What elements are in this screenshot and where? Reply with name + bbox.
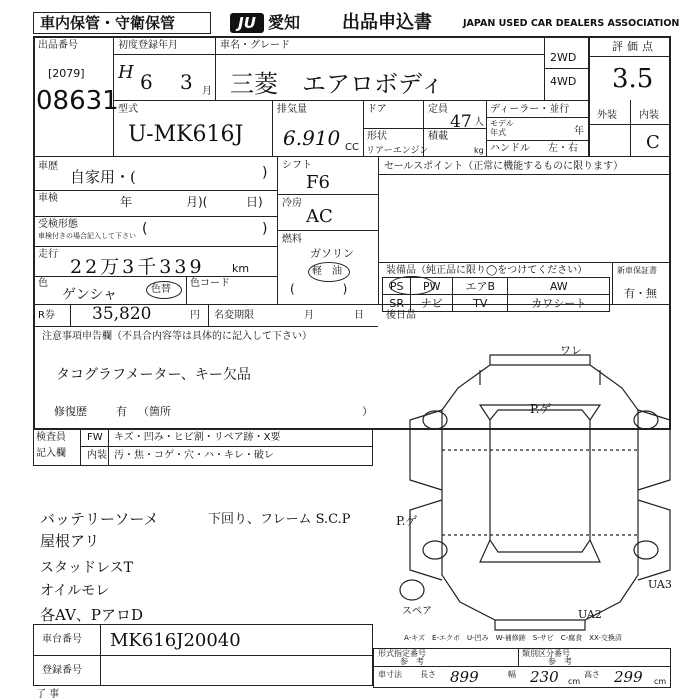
color-change-note: 色替 [151, 284, 171, 295]
name-change-label: 名変期限 [214, 310, 254, 321]
notes-line1: タコグラフメーター、キー欠品 [56, 367, 251, 383]
color-value: ゲンシャ [62, 287, 118, 303]
history-close: ) [262, 165, 268, 181]
sales-points-label: セールスポイント（正常に機能するものに限ります） [384, 161, 624, 172]
repair-paren: （箇所 [138, 405, 171, 418]
mileage-value: 22万3千339 [70, 256, 205, 278]
equip-leather[interactable]: カワシート [508, 295, 610, 312]
bottom-strip: 了 事 [36, 689, 126, 700]
diagram-mark-pg-2: P.ゲ [396, 514, 418, 528]
shape-label: 形状 [367, 131, 387, 142]
fuel-label: 燃料 [282, 234, 302, 245]
category-number-label: 類別区分番号 [522, 649, 570, 658]
notes-label: 注意事項申告欄（不具合内容等は具体的に記入して下さい） [42, 331, 312, 342]
fuel-paren: ( ) [290, 282, 348, 296]
car-name-value: 三菱 エアロボディ [230, 70, 445, 98]
color-code-label: 色コード [190, 278, 230, 289]
frame-note: 下回り、フレーム S.C.P [208, 512, 351, 527]
recycle-label: R券 [38, 310, 55, 321]
diagram-mark-crack: ワレ [560, 344, 582, 357]
dims-label: 車寸法 [378, 670, 402, 679]
rear-items-label: 後日品 [386, 310, 416, 321]
repair-label: 修復歴 [54, 405, 87, 418]
fuel-value: ガソリン [310, 247, 354, 260]
ps-circle [389, 276, 435, 295]
receive-form-open: ( [142, 221, 148, 237]
shift-label: シフト [282, 160, 312, 171]
color-label: 色 [38, 278, 48, 289]
mileage-label: 走行 [38, 249, 58, 260]
name-change-day: 日 [354, 310, 364, 321]
handle-label: ハンドル [490, 143, 530, 154]
model-year-label: モデル [490, 119, 514, 128]
hand-note-3: スタッドレスT [40, 560, 133, 576]
shift-value: F6 [306, 172, 330, 193]
registration-number-label: 登録番号 [42, 665, 82, 676]
registration-era: H [118, 62, 134, 83]
registration-label: 初度登録年月 [118, 40, 178, 51]
load-label: 積載 [428, 131, 448, 142]
history-value: 自家用・( [70, 168, 136, 186]
handle-options: 左・右 [548, 143, 578, 154]
car-name-label: 車名・グレード [220, 40, 290, 51]
hand-note-2: 屋根アリ [40, 532, 100, 550]
receive-form-note: 車検付きの場合記入して下さい [38, 232, 136, 240]
form-number-label: 形式指定番号 [378, 649, 426, 658]
ref-2: 参 考 [548, 657, 572, 666]
equip-ps[interactable]: PS [383, 278, 411, 295]
mileage-unit: km [232, 262, 250, 275]
equip-airbag[interactable]: エアB [453, 278, 508, 295]
interior-label: 内装 [639, 110, 659, 121]
equip-pw[interactable]: PW [411, 278, 453, 295]
length-value: 899 [450, 668, 479, 686]
width-value: 230 [530, 668, 559, 686]
dealer-year-unit: 年 [574, 126, 584, 137]
logo-text: 愛知 [268, 13, 301, 32]
registration-month: 3 [180, 70, 193, 94]
vehicle-damage-diagram [390, 340, 680, 635]
displacement-label: 排気量 [277, 104, 307, 115]
inspector-label-2: 記入欄 [36, 448, 66, 459]
ac-value: AC [306, 206, 333, 227]
form-title: 出品申込書 [342, 12, 432, 33]
equipment-label: 装備品（純正品に限り◯をつけてください） [386, 265, 588, 276]
inspection-day-unit: 日) [246, 195, 263, 209]
equip-navi[interactable]: ナビ [411, 295, 453, 312]
width-label: 幅 [508, 670, 516, 679]
equip-sr[interactable]: SR [383, 295, 411, 312]
model-label: 型式 [118, 104, 138, 115]
displacement-unit: CC [345, 142, 359, 153]
lot-number: 08631 [36, 86, 119, 116]
repair-value: 有 [116, 405, 127, 418]
diagram-mark-ua3: UA3 [648, 578, 672, 591]
recycle-unit: 円 [190, 310, 200, 321]
shape-value: リアーエンジン [366, 146, 429, 156]
recycle-value: 35,820 [92, 304, 152, 324]
inspector-label-1: 検査員 [36, 432, 66, 443]
capacity-value: 47 [450, 112, 472, 132]
drive-4wd: 4WD [550, 75, 577, 88]
height-label: 高さ [584, 670, 600, 679]
logo-mark: JU [230, 13, 264, 33]
length-label: 長さ [420, 670, 436, 679]
diagram-mark-pg-1: P.ゲ [530, 402, 552, 416]
diagram-mark-ua2: UA2 [578, 608, 602, 621]
fw-label: FW [87, 432, 103, 443]
dealer-label: ディーラー・並行 [490, 104, 570, 115]
fuel-circled: 軽 油 [312, 266, 342, 277]
lot-label: 出品番号 [38, 40, 78, 51]
interior-check-label: 内装 [87, 450, 107, 461]
dealer-year-label: 年式 [490, 128, 506, 137]
repair-close: ） [362, 405, 373, 418]
warranty-label: 新車保証書 [617, 266, 657, 275]
height-unit: cm [654, 677, 667, 686]
receive-form-close: ) [262, 221, 268, 237]
height-value: 299 [614, 668, 643, 686]
fw-items: キズ・凹み・ヒビ割・リペア跡・X要 [114, 432, 281, 443]
capacity-label: 定員 [428, 104, 448, 115]
spare-label: スペア [402, 606, 432, 617]
damage-legend: A-キズ E-エクボ U-凹み W-補修跡 S-サビ C-腐食 XX-交換済 [404, 634, 622, 642]
ac-label: 冷房 [282, 198, 302, 209]
drive-2wd: 2WD [550, 51, 577, 64]
hand-note-1: バッテリーソーメ [40, 510, 159, 528]
model-value: U-MK616J [128, 122, 244, 147]
equip-tv[interactable]: TV [453, 295, 508, 312]
equip-aw[interactable]: AW [508, 278, 610, 295]
width-unit: cm [568, 677, 581, 686]
interior-check-items: 汚・焦・コゲ・穴・ハ・キレ・破レ [114, 450, 274, 461]
warranty-options: 有・無 [624, 287, 657, 300]
registration-year: 6 [140, 70, 153, 94]
receive-form-label: 受検形態 [38, 219, 78, 230]
inspection-year-unit: 年 [120, 195, 133, 209]
score-value: 3.5 [612, 64, 654, 94]
name-change-month: 月 [304, 310, 314, 321]
inspection-label: 車検 [38, 193, 58, 204]
association-name: JAPAN USED CAR DEALERS ASSOCIATION [463, 18, 680, 29]
doors-label: ドア [367, 104, 387, 115]
load-unit: kg [474, 146, 484, 155]
inspection-month-unit: 月)( [186, 195, 208, 209]
hand-note-5: 各AV、PアロD [40, 606, 144, 624]
ref-1: 参 考 [400, 657, 424, 666]
score-label: 評価点 [612, 40, 657, 53]
hand-note-4: オイルモレ [40, 583, 110, 599]
chassis-value: MK616J20040 [110, 630, 241, 651]
displacement-value: 6.910 [283, 126, 341, 150]
lot-bracket-number: [2079] [48, 67, 85, 80]
storage-label: 車内保管・守衛保管 [40, 14, 176, 32]
exterior-label: 外装 [597, 110, 617, 121]
history-label: 車歴 [38, 161, 58, 172]
interior-value: C [646, 132, 660, 153]
capacity-unit: 人 [474, 117, 484, 128]
chassis-label: 車台番号 [42, 634, 82, 645]
registration-month-unit: 月 [202, 86, 212, 97]
